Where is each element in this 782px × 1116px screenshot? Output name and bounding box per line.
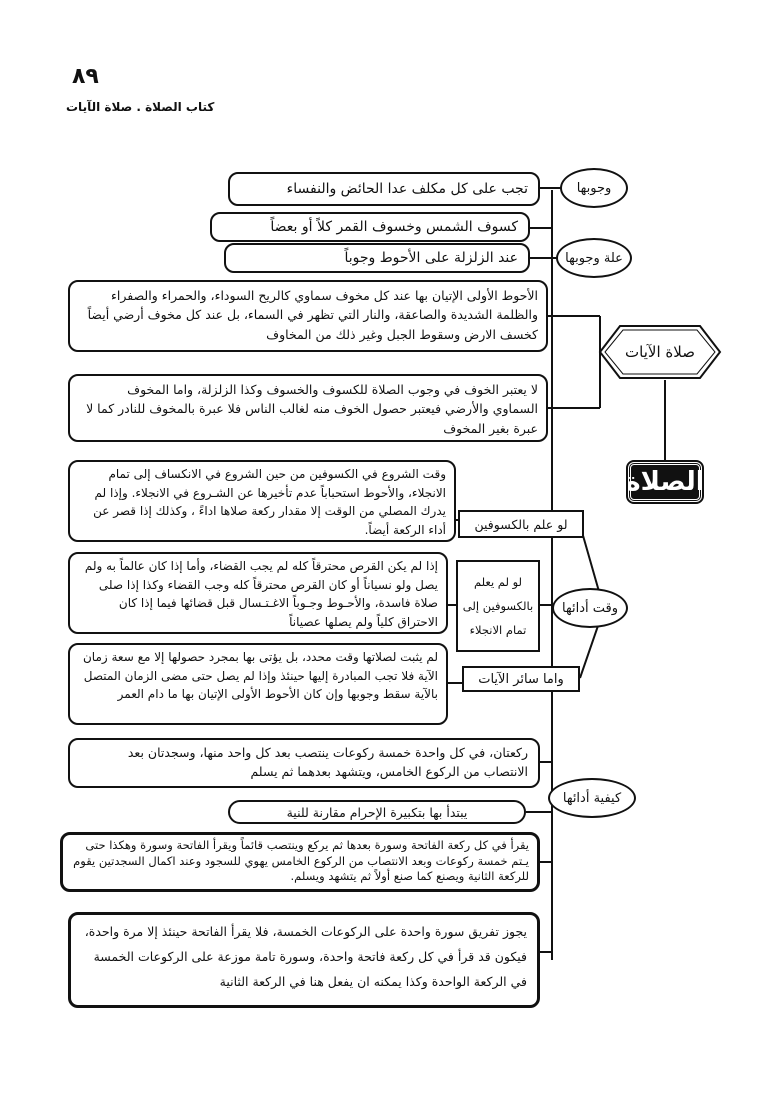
root-node: الصلاة [628,462,702,502]
precaution-note: الأحوط الأولى الإتيان بها عند كل مخوف سماوي كالريح السوداء، والحمراء والصفراء والظلمة الشديدة والصاعقة، والنار التي تظهر في السماء، بل عند كل مخوف أرضي أيضاً كخسف الارض وسقوط الجبل وغير ذلك من المخاوف [68,280,548,352]
running-head: كتاب الصلاة . صلاة الآيات [66,100,215,114]
time-other-label: واما سائر الآيات [462,666,580,692]
obligation-node: وجوبها [560,168,628,208]
manner-procedure: يقرأ في كل ركعة الفاتحة وسورة بعدها ثم يركع وينتصب قائماً ويقرأ الفاتحة وسورة وهكذا حتى يـتم خمسة ركوعات وبعد الانتصاب من الركوع الخامس يهوي للسجود وعند اكمال السجدتين يقوم للركعة الثانية ويصنع كما صنع أولاً ثم يتشهد ويسلم. [60,832,540,892]
cause-item-2: عند الزلزلة على الأحوط وجوباً [224,243,530,273]
time-other-text: لم يثبت لصلاتها وقت محدد، بل يؤتى بها بمجرد حصولها إلا مع سعة زمان الآية فلا تجب المبادرة إليها حينئذ وإذا لم يصل حتى مضى الزمان المتصل بالآية سقط وجوبها وإن كان الأحوط الأولى الإتيان بها ما دام العمر [68,643,448,725]
manner-intention: يبتدأ بها بتكبيرة الإحرام مقارنة للنية [228,800,526,824]
fear-note: لا يعتبر الخوف في وجوب الصلاة للكسوف والخسوف وكذا الزلزلة، واما المخوف السماوي والأرضي فيعتبر حصول الخوف منه لغالب الناس فلا عبرة بالمخوف للنادر كما لا عبرة بغير المخوف [68,374,548,442]
cause-node: علة وجوبها [556,238,632,278]
manner-split: يجوز تفريق سورة واحدة على الركوعات الخمسة، فلا يقرأ الفاتحة حينئذ إلا مرة واحدة، فيكون قد قرأ في كل ركعة فاتحة واحدة، وسورة تامة موزعة على الركوعات الخمسة في الركعة الواحدة وكذا يمكنه ان يفعل هنا في الركعة الثانية [68,912,540,1008]
page-number: ٨٩ [72,64,99,89]
manner-node: كيفية أدائها [548,778,636,818]
obligation-box: تجب على كل مكلف عدا الحائض والنفساء [228,172,540,206]
cause-item-1: كسوف الشمس وخسوف القمر كلاً أو بعضاً [210,212,530,242]
time-unknown-label: لو لم يعلم بالكسوفين إلى تمام الانجلاء [456,560,540,652]
topic-label: صلاة الآيات [625,343,695,361]
time-node: وقت أدائها [552,588,628,628]
time-other-link [580,620,600,678]
time-known-text: وقت الشروع في الكسوفين من حين الشروع في الانكساف إلى تمام الانجلاء، والأحوط استحباباً عدم تأخيرها عن الشـروع في الانجلاء. وإذا لم يدرك المصلي من الوقت إلا مقدار ركعة صلاها اداءً ، وكذلك إذا قصر عن أداء الركعة أيضاً. [68,460,456,542]
time-known-label: لو علم بالكسوفين [458,510,584,538]
manner-rakats: ركعتان، في كل واحدة خمسة ركوعات ينتصب بعد كل واحد منها، وسجدتان بعد الانتصاب من الركوع الخامس، ويتشهد بعدهما ثم يسلم [68,738,540,788]
time-unknown-text: إذا لم يكن القرص محترقاً كله لم يجب القضاء، وأما إذا كان عالماً به ولم يصل ولو نسياناً أو كان القرص محترقاً كله وجب القضاء وكذا إذا صلى صلاة فاسدة، والأحـوط وجـوباً الاغـتـسال قبل قضائها فيما إذا كان الاحتراق كلياً ولم يصلها عصياناً [68,552,448,634]
